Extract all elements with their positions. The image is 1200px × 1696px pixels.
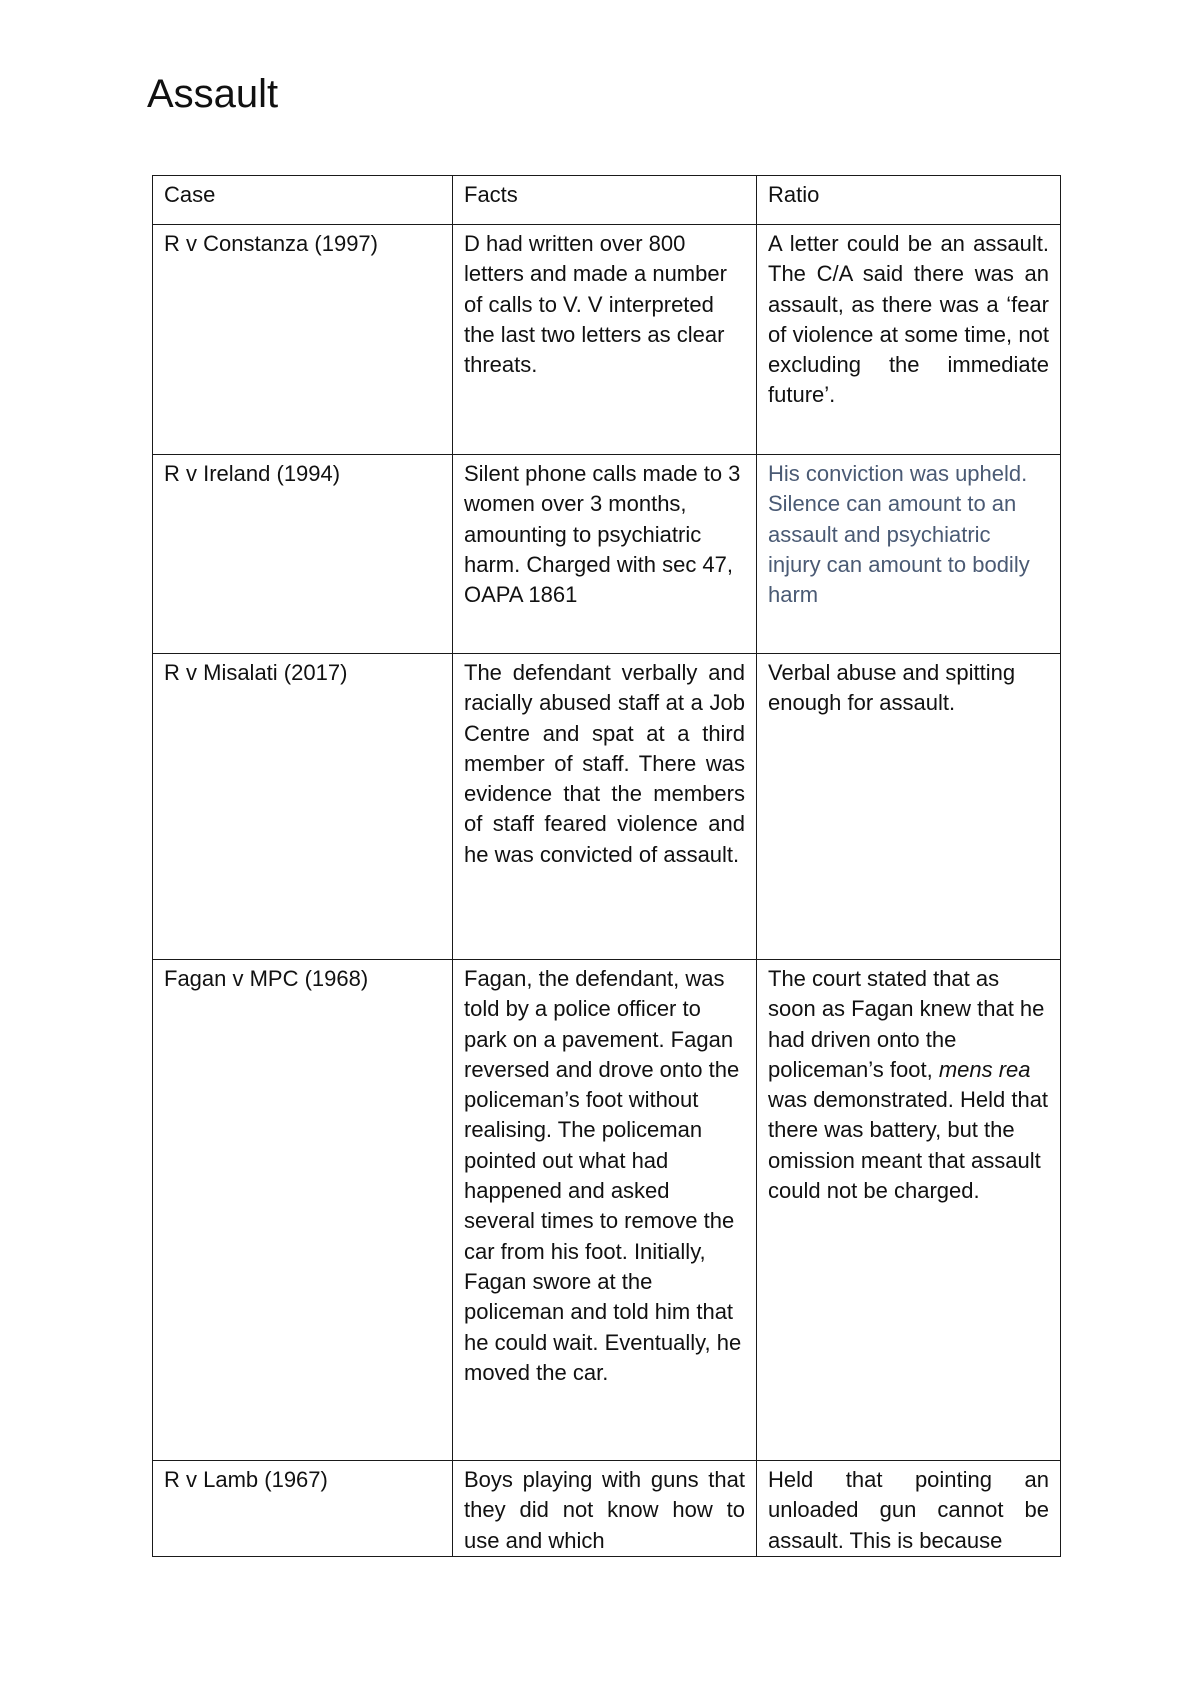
ratio-cell: Held that pointing an unloaded gun cannot be assault. This is because	[757, 1461, 1061, 1557]
facts-cell: Fagan, the defendant, was told by a police officer to park on a pavement. Fagan reversed and drove onto the policeman’s foot without realising. The policeman pointed out what had happened and asked several times to remove the car from his foot. Initially, Fagan swore at the policeman and told him that he could wait. Eventually, he moved the car.	[453, 960, 757, 1461]
case-cell: R v Misalati (2017)	[153, 654, 453, 960]
facts-cell: Silent phone calls made to 3 women over 3 months, amounting to psychiatric harm. Charged with sec 47, OAPA 1861	[453, 455, 757, 654]
ratio-text-part: The court stated that as soon as Fagan knew that he had driven onto the policeman’s foot,	[768, 966, 1045, 1082]
header-case: Case	[153, 176, 453, 225]
case-table	[152, 175, 1061, 1557]
table-header-row	[153, 176, 1061, 225]
table-row	[153, 1461, 1061, 1557]
table-row	[153, 455, 1061, 654]
ratio-text-part: was demonstrated. Held that there was battery, but the omission meant that assault could not be charged.	[768, 1087, 1049, 1204]
facts-cell: Boys playing with guns that they did not know how to use and which	[453, 1461, 757, 1557]
header-ratio: Ratio	[757, 176, 1061, 225]
case-cell: R v Constanza (1997)	[153, 225, 453, 455]
table-row	[153, 960, 1061, 1461]
case-cell: Fagan v MPC (1968)	[153, 960, 453, 1461]
table-row	[153, 654, 1061, 960]
ratio-cell: His conviction was upheld. Silence can amount to an assault and psychiatric injury can amount to bodily harm	[757, 455, 1061, 654]
facts-cell: The defendant verbally and racially abused staff at a Job Centre and spat at a third member of staff. There was evidence that the members of staff feared violence and he was convicted of assault.	[453, 654, 757, 960]
case-cell: R v Ireland (1994)	[153, 455, 453, 654]
ratio-cell: Verbal abuse and spitting enough for assault.	[757, 654, 1061, 960]
page-title: Assault	[147, 72, 279, 116]
ratio-italic-term: mens rea	[938, 1056, 1031, 1082]
ratio-cell	[757, 960, 1061, 1461]
table-row	[153, 225, 1061, 455]
facts-cell: D had written over 800 letters and made a number of calls to V. V interpreted the last two letters as clear threats.	[453, 225, 757, 455]
case-cell: R v Lamb (1967)	[153, 1461, 453, 1557]
header-facts: Facts	[453, 176, 757, 225]
ratio-cell: A letter could be an assault. The C/A said there was an assault, as there was a ‘fear of violence at some time, not excluding the immediate future’.	[757, 225, 1061, 455]
